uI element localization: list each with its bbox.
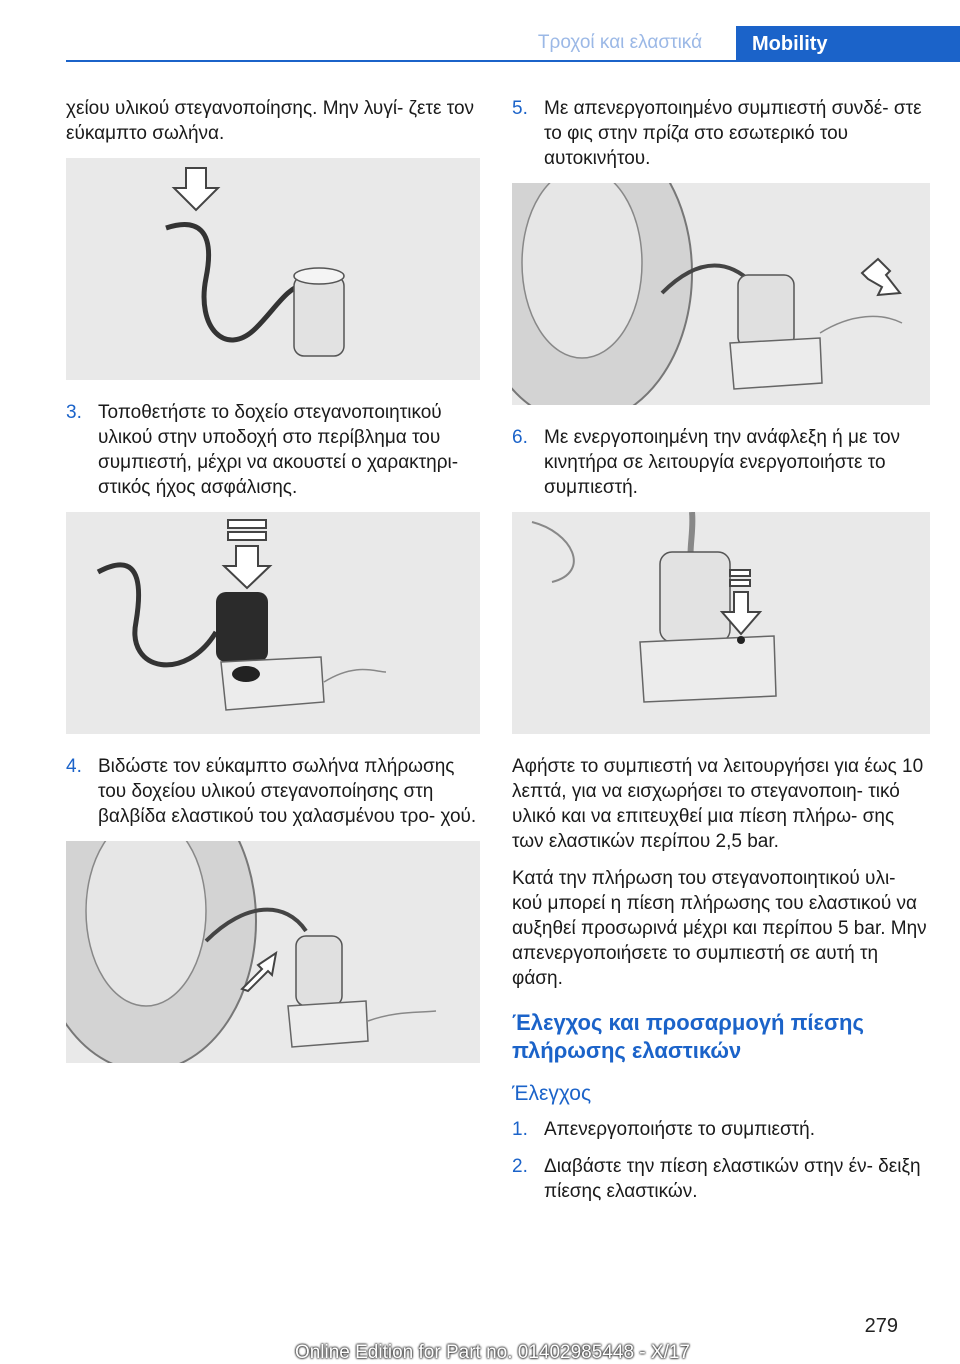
step-text: Απενεργοποιήστε το συμπιεστή. [544, 1119, 816, 1140]
edition-footer: Online Edition for Part no. 01402985448 - X/17 [294, 1342, 690, 1363]
figure-insert-bottle [66, 512, 480, 734]
compressor-insert-illustration [66, 512, 480, 734]
header-rule [66, 60, 960, 62]
left-column [66, 96, 480, 1083]
step-3 [66, 400, 480, 500]
step-6 [512, 425, 930, 500]
section-heading: Έλεγχος και προσαρμογή πίεσης πλήρωσης ελαστικών [512, 1010, 864, 1063]
step-4 [66, 754, 480, 829]
step-5 [512, 96, 930, 171]
check-step-1 [512, 1117, 930, 1142]
header-section-title: Τροχοί και ελαστικά [537, 32, 703, 53]
figure-valve-connect [66, 841, 480, 1063]
step-number: 5. [512, 98, 528, 119]
step-text: Βιδώστε τον εύκαμπτο σωλήνα πλήρωσης του δοχείου υλικού στεγανοποίησης στη βαλβίδα ελαστικού του χαλασμένου τρο- χού. [98, 756, 477, 827]
step-number: 3. [66, 402, 82, 423]
step-number: 4. [66, 756, 82, 777]
step-number: 6. [512, 427, 528, 448]
step-text: Με ενεργοποιημένη την ανάφλεξη ή με τον κινητήρα σε λειτουργία ενεργοποιήστε το συμπιεστή. [544, 427, 901, 498]
subsection-heading: Έλεγχος [512, 1082, 592, 1105]
valve-connect-illustration [66, 841, 480, 1063]
paragraph-run-time: Αφήστε το συμπιεστή να λειτουργήσει για έως 10 λεπτά, για να εισχωρήσει το στεγανοποιη- τικό υλικό και να επιτευχθεί μια πίεση πλήρω- σης των ελαστικών περίπου 2,5 bar. [512, 756, 924, 852]
sealant-bottle-illustration [66, 158, 480, 380]
paragraph-pressure-note: Κατά την πλήρωση του στεγανοποιητικού υλι- κού μπορεί η πίεση πλήρωσης του ελαστικού να αυξηθεί προσωρινά μέχρι και περίπου 5 bar. Μην απενεργοποιήσετε το συμπιεστή σε αυτή τη φάση. [512, 868, 927, 989]
step-text: Τοποθετήστε το δοχείο στεγανοποιητικού υλικού στην υποδοχή στο περίβλημα του συμπιεστή, μέχρι να ακουστεί ο χαρακτηρι- στικός ήχος ασφάλισης. [98, 402, 459, 498]
step-number: 2. [512, 1156, 528, 1177]
page-number: 279 [864, 1315, 898, 1337]
intro-text: χείου υλικού στεγανοποίησης. Μην λυγί- ζετε τον εύκαμπτο σωλήνα. [66, 98, 475, 144]
figure-plug-socket [512, 183, 930, 405]
figure-sealant-hose [66, 158, 480, 380]
header-chapter-tab: Mobility [736, 26, 960, 62]
compressor-on-illustration [512, 512, 930, 734]
step-text: Με απενεργοποιημένο συμπιεστή συνδέ- στε το φις στην πρίζα στο εσωτερικό του αυτοκινήτου. [544, 98, 922, 169]
check-step-2 [512, 1154, 930, 1204]
right-column [512, 96, 930, 1216]
step-text: Διαβάστε την πίεση ελαστικών στην έν- δειξη πίεσης ελαστικών. [544, 1156, 921, 1202]
figure-compressor-on [512, 512, 930, 734]
plug-socket-illustration [512, 183, 930, 405]
step-number: 1. [512, 1119, 528, 1140]
